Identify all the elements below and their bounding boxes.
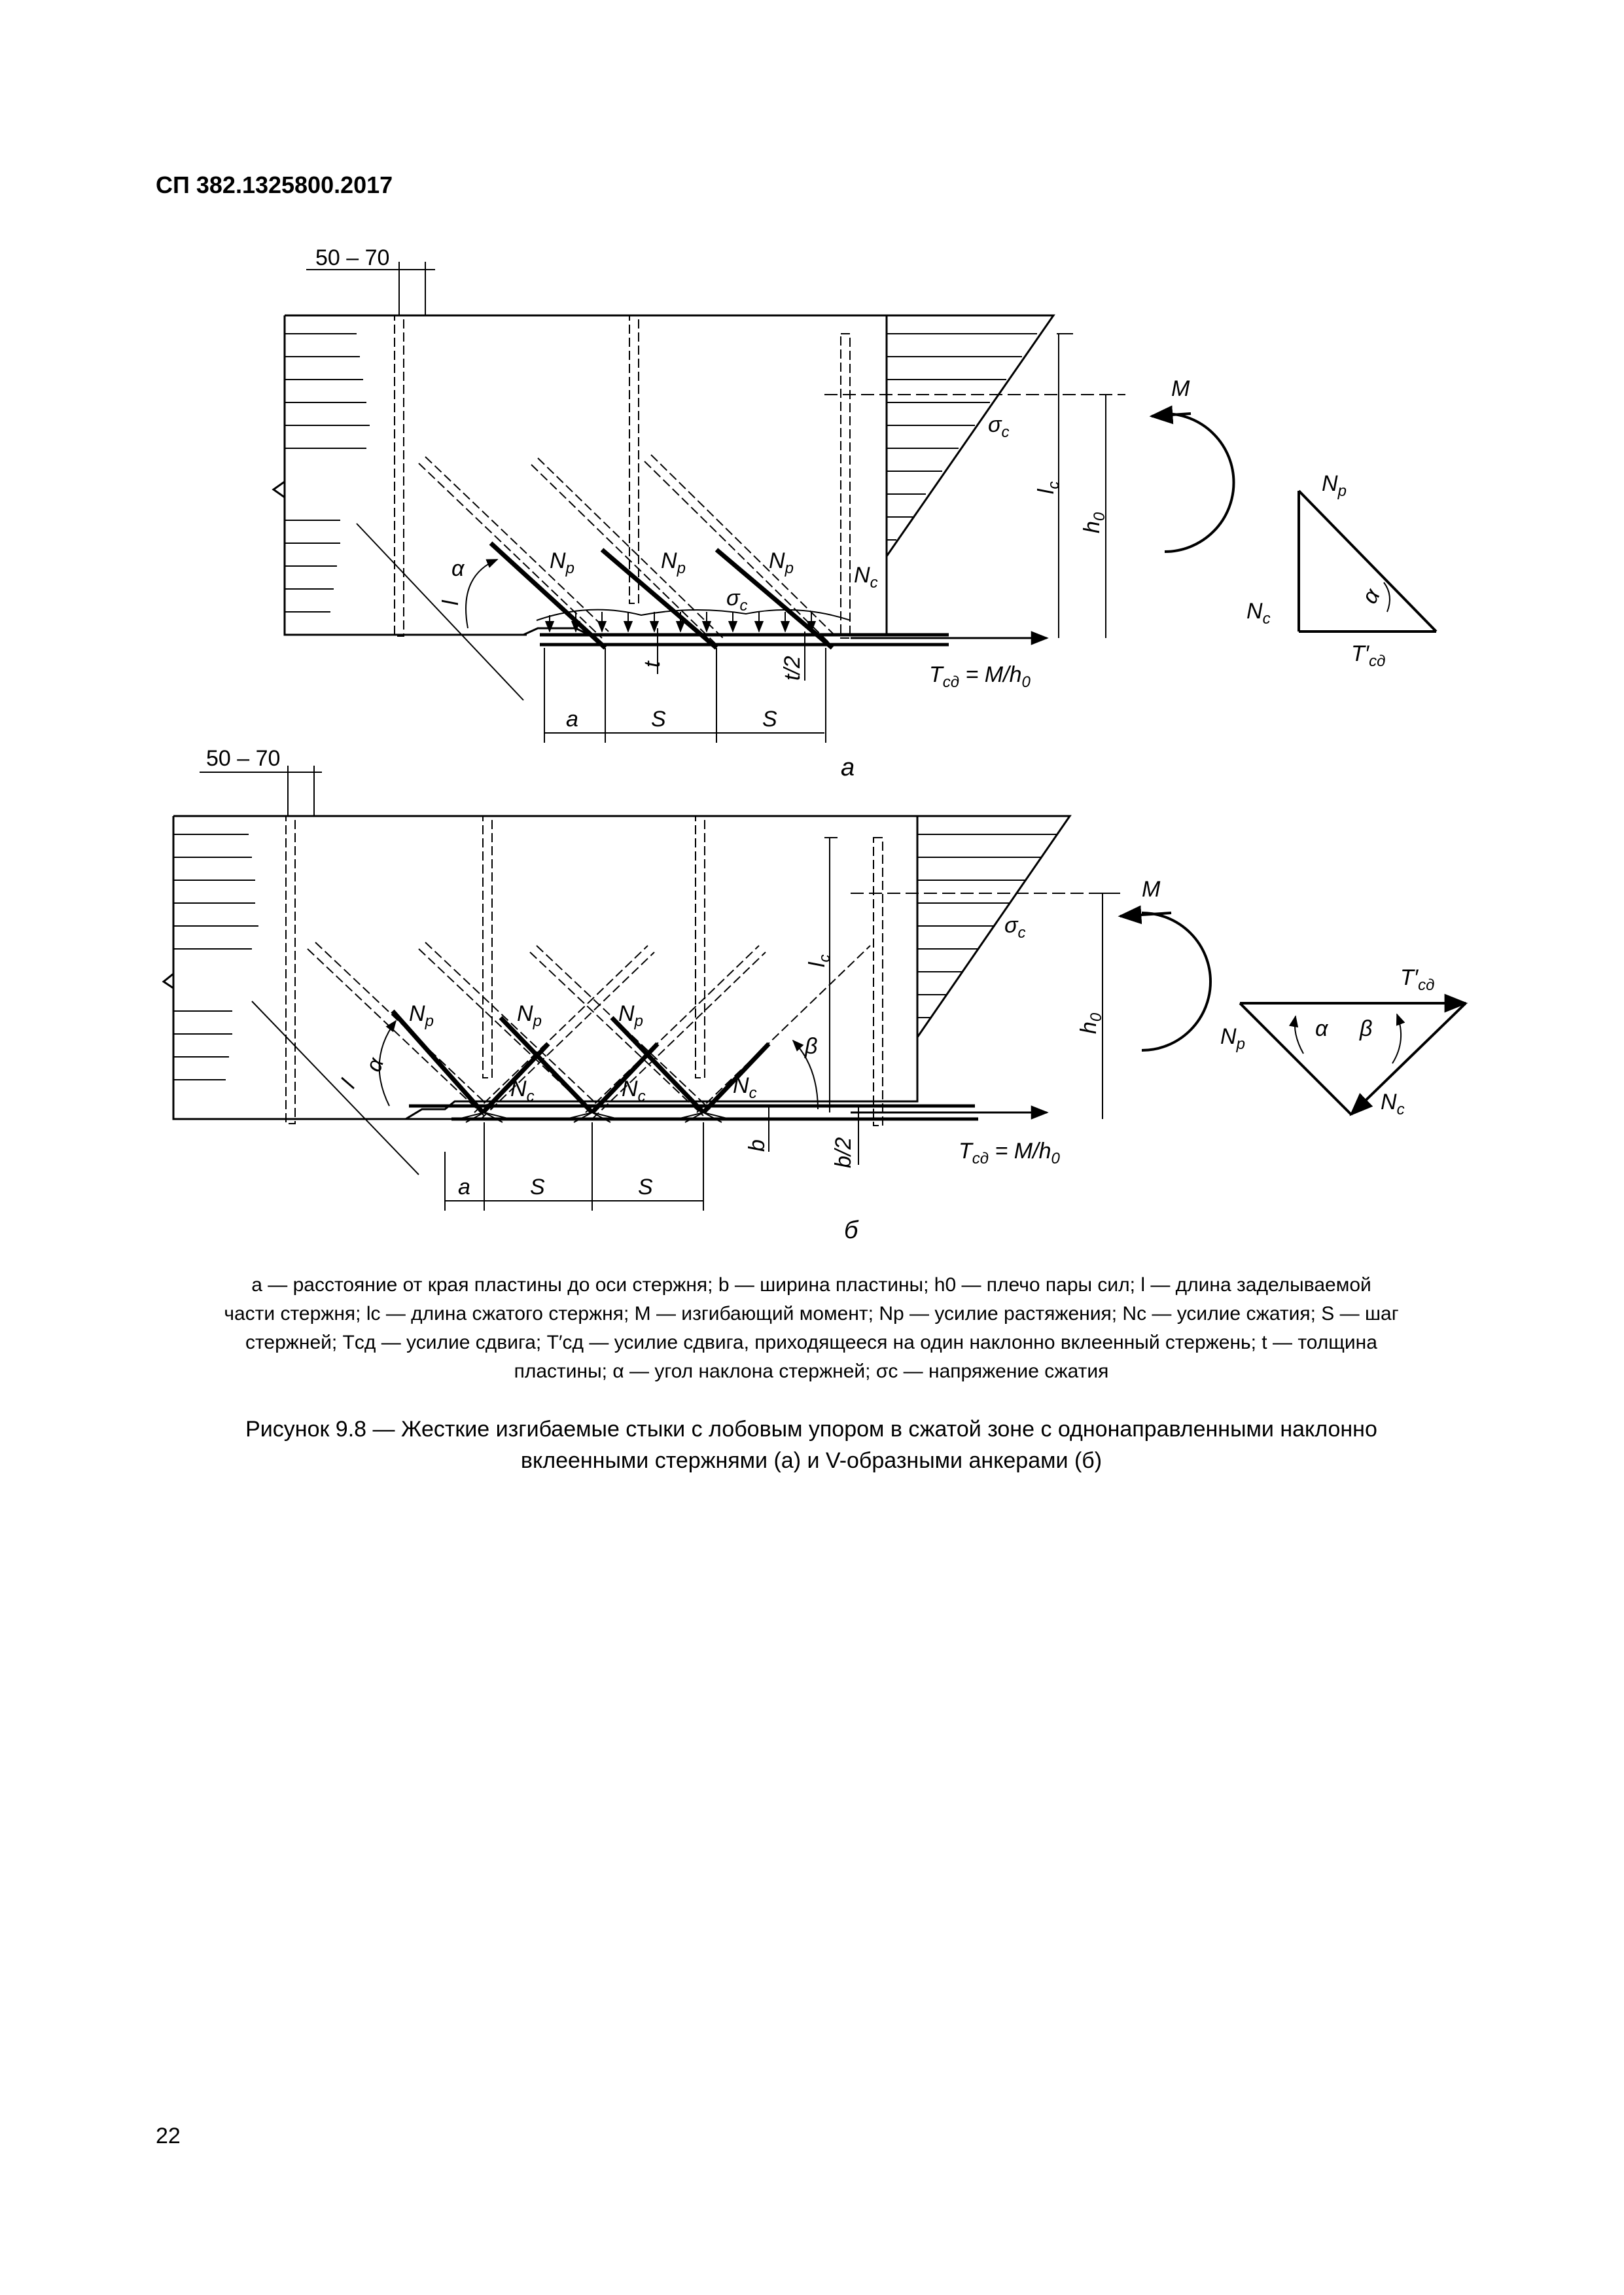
triangle-alpha-a: α [1357, 584, 1385, 608]
caption-line-2: вклеенными стержнями (а) и V-образными анкерами (б) [520, 1448, 1103, 1473]
lc-label-b: $l_с$ [805, 954, 834, 967]
triangle-nc-a: $N_с$ [1246, 599, 1271, 628]
nc-label-b2: $N_с$ [622, 1076, 646, 1105]
np-label-b2: $N_р$ [517, 1001, 542, 1030]
break-line-b [164, 816, 406, 1119]
steel-plate-a [540, 635, 1047, 645]
panel-a [274, 262, 1436, 743]
l-label-b: l [336, 1075, 361, 1092]
dim-50-70-b: 50 – 70 [206, 746, 281, 771]
nc-label-b1: $N_с$ [510, 1076, 535, 1105]
legend-line-3: стержней; Tсд — усилие сдвига; T′сд — усилие сдвига, приходящееся на один наклонно вклеенный стержень; t — толщина [245, 1332, 1377, 1353]
triangle-np-b: $N_р$ [1220, 1024, 1245, 1053]
stress-diagram-a [887, 315, 1053, 556]
document-code: СП 382.1325800.2017 [156, 171, 393, 198]
left-hatching-b [173, 834, 258, 1080]
l-label-a: l [438, 600, 463, 605]
triangle-tprime-b: $T'_{сд}$ [1400, 965, 1435, 994]
vertical-rods [395, 315, 850, 638]
np-label-3: $N_р$ [769, 548, 794, 577]
panel-b [164, 766, 1466, 1211]
s-label-b2: S [638, 1175, 653, 1200]
caption-line-1: Рисунок 9.8 — Жесткие изгибаемые стыки с лобовым упором в сжатой зоне с однонаправленными наклонно [245, 1417, 1377, 1442]
legend-line-2: части стержня; lc — длина сжатого стержня; M — изгибающий момент; Nр — усилие растяжения; Nс — усилие сжатия; S — шаг [224, 1303, 1399, 1325]
moment-label-b: M [1142, 877, 1161, 902]
figure-legend [157, 1271, 1466, 1386]
legend-line-4: пластины; α — угол наклона стержней; σс — напряжение сжатия [514, 1361, 1109, 1382]
dimensions-b [200, 766, 1125, 1211]
triangle-alpha-b: α [1315, 1016, 1328, 1041]
a-label-b: a [458, 1175, 470, 1200]
np-label-b3: $N_р$ [618, 1001, 643, 1030]
force-triangle-b [1240, 1003, 1466, 1114]
sigma-c-label-a: $\sigma_c$ [988, 412, 1010, 441]
lc-label-a: $l_с$ [1034, 481, 1063, 494]
moment-arc-a [1165, 414, 1234, 552]
break-line [274, 315, 523, 635]
t-label: t [640, 661, 665, 667]
v-anchors [308, 942, 870, 1119]
h0-label-a: $h_0$ [1080, 512, 1108, 533]
beta-label-b: β [805, 1034, 818, 1059]
alpha-arc-a [466, 560, 497, 628]
t-sd-eq-b: $T_{сд} = M/h_0$ [959, 1139, 1060, 1167]
panel-label-a: а [841, 754, 855, 781]
triangle-beta-b: β [1360, 1016, 1373, 1041]
alpha-label-b: α [361, 1054, 389, 1075]
nc-label-a: $N_с$ [854, 563, 878, 592]
np-label-1: $N_р$ [550, 548, 574, 577]
moment-label-a: M [1171, 376, 1190, 401]
np-label-2: $N_р$ [661, 548, 686, 577]
dim-50-70-a: 50 – 70 [315, 245, 390, 270]
triangle-np-a: $N_р$ [1322, 471, 1347, 500]
nc-label-b3: $N_с$ [733, 1073, 757, 1102]
t-sd-eq-a: $T_{сд} = M/h_0$ [929, 662, 1031, 691]
page-number: 22 [156, 2124, 181, 2148]
s-label-b1: S [530, 1175, 545, 1200]
triangle-tprime-a: $T'_{сд}$ [1351, 641, 1386, 670]
moment-arc-b [1142, 913, 1210, 1050]
np-label-b1: $N_р$ [409, 1001, 434, 1030]
vertical-rods-b [286, 816, 883, 1126]
s-label-a1: S [651, 707, 666, 732]
sigma-c-label-b: $\sigma_c$ [1004, 913, 1026, 942]
sigma-c-plate-label-a: $\sigma_c$ [726, 586, 748, 614]
figure-caption [157, 1414, 1466, 1476]
alpha-label-a: α [451, 556, 465, 581]
b-label: b [745, 1139, 769, 1152]
legend-line-1: а — расстояние от края пластины до оси стержня; b — ширина пластины; h0 — плечо пары сил; l — длина заделываемой [251, 1274, 1371, 1296]
left-hatching [285, 334, 370, 612]
a-label-a: a [566, 707, 578, 732]
force-triangle-a [1299, 491, 1436, 632]
b-half-label: b/2 [831, 1137, 856, 1168]
s-label-a2: S [762, 707, 777, 732]
h0-label-b: $h_0$ [1076, 1012, 1105, 1034]
stress-diagram-b [917, 816, 1070, 1037]
t-half-label: t/2 [780, 656, 805, 681]
panel-label-b: б [844, 1217, 858, 1244]
triangle-nc-b: $N_с$ [1381, 1090, 1405, 1118]
